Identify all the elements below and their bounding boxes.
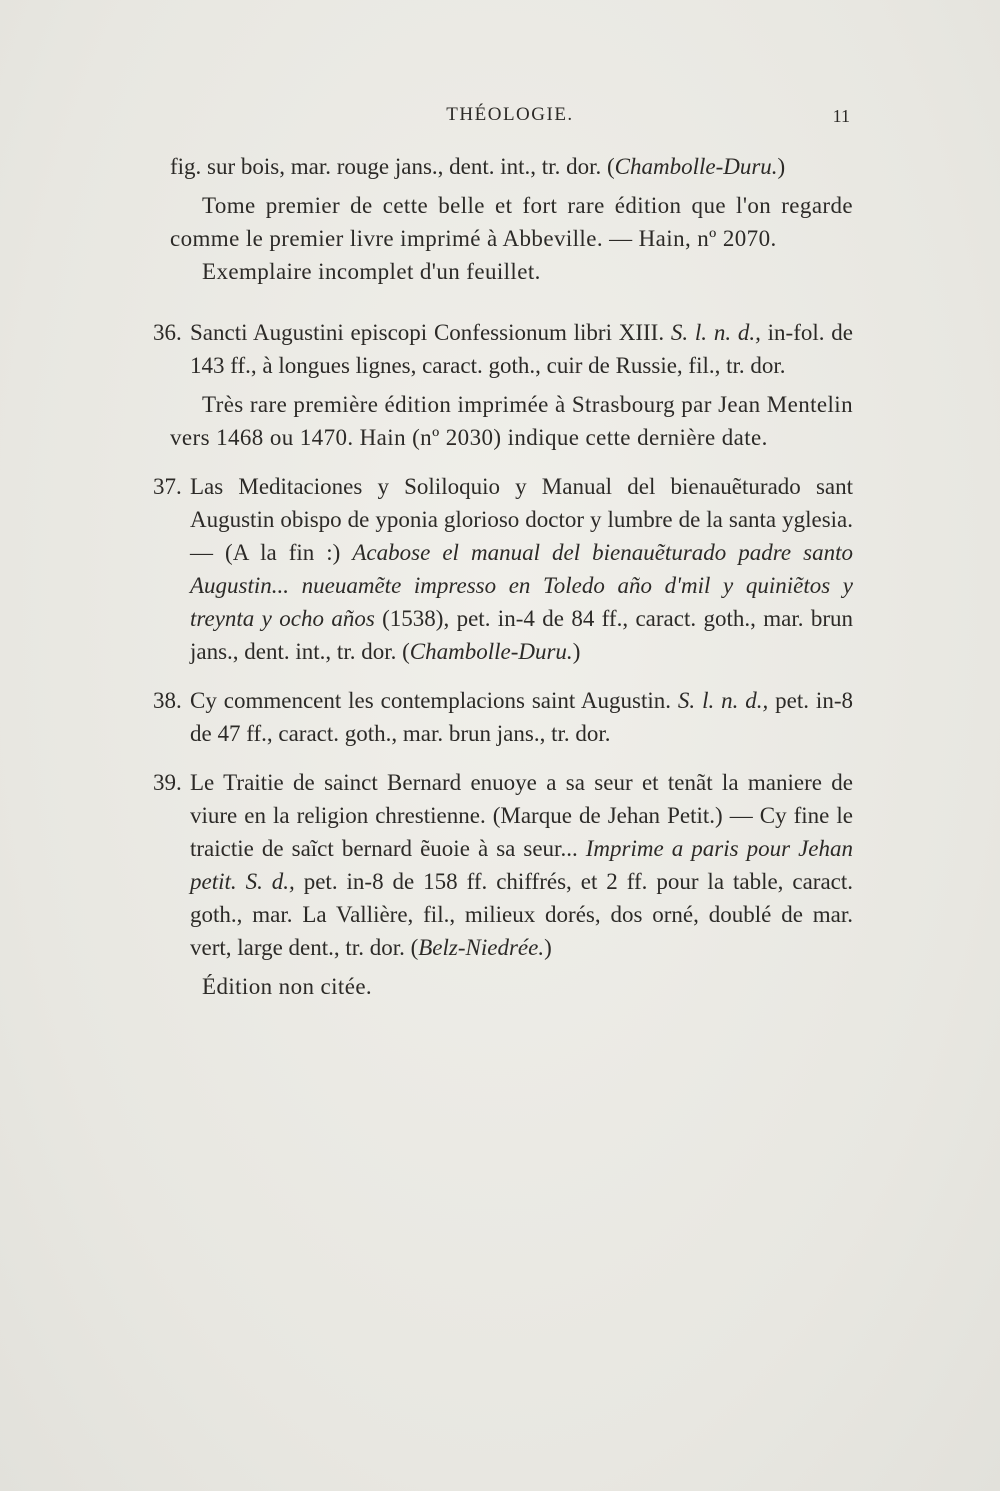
entry-number: 38. xyxy=(153,688,182,713)
binder-name: Chambolle-Duru. xyxy=(614,154,778,179)
entry-note: Exemplaire incomplet d'un feuillet. xyxy=(202,259,541,284)
entry-text-part: Las Meditaciones y Soliloquio y Manual del bienauẽturado sant Augustin obispo de yponia glorioso doctor y lumbre de la santa yglesia. — (A la fin :) xyxy=(190,474,853,565)
entry-text-part: Le Traitie de sainct Bernard enuoye a sa seur et tenãt la maniere de viure en la religion chrestienne. (Marque de Jehan Petit.) — Cy fine le traictie de saĩct bernard ẽuoie à sa seur... xyxy=(190,770,853,861)
entry-text xyxy=(153,766,853,964)
entry-36 xyxy=(153,316,854,454)
page-number: 11 xyxy=(832,106,850,126)
entry-text-part: Sancti Augustini episcopi Confessionum libri XIII. xyxy=(190,320,671,345)
page-header xyxy=(170,104,850,134)
entry-38 xyxy=(153,684,853,750)
imprint-note: S. l. n. d., xyxy=(677,688,769,713)
entry-37 xyxy=(153,470,853,668)
entry-text-part: in-fol. de 143 ff., à longues lignes, caract. goth., cuir de Russie, fil., tr. dor. xyxy=(190,320,854,378)
entry-number: 36. xyxy=(153,320,182,345)
page-body xyxy=(153,150,854,1019)
entry-text-part: Cy commencent les contemplacions saint Augustin. xyxy=(190,688,678,713)
entry-text-part: ) xyxy=(544,935,552,960)
entry-text-part: pet. in-8 de 47 ff., caract. goth., mar. brun jans., tr. dor. xyxy=(190,688,853,746)
entry-continuation xyxy=(170,150,853,288)
entry-text xyxy=(153,316,853,382)
entry-text-part: pet. in-8 de 158 ff. chiffrés, et 2 ff. pour la table, caract. goth., mar. La Vallière, fil., milieux dorés, dos orné, doublé de mar. vert, large dent., tr. dor. ( xyxy=(190,869,853,960)
entry-text xyxy=(153,470,853,668)
entry-text xyxy=(170,150,853,183)
imprint-note: S. l. n. d., xyxy=(670,320,761,345)
entry-text-part: ) xyxy=(572,639,581,664)
entry-number: 39. xyxy=(153,770,182,795)
entry-text xyxy=(153,684,853,750)
binder-name: Belz-Niedrée. xyxy=(418,935,545,960)
entry-text-part: fig. sur bois, mar. rouge jans., dent. int., tr. dor. ( xyxy=(170,154,615,179)
binder-name: Chambolle-Duru. xyxy=(409,639,573,664)
entry-note: Très rare première édition imprimée à Strasbourg par Jean Mentelin vers 1468 ou 1470. Hain (nº 2030) indique cette dernière date. xyxy=(170,392,853,450)
entry-number: 37. xyxy=(153,474,182,499)
colophon-text: Acabose el manual del bienauẽturado padre santo Augustin... nueuamẽte impresso en Toledo año d'mil y quiniẽtos y treynta y ocho años xyxy=(190,540,853,631)
entry-note: Édition non citée. xyxy=(202,974,373,999)
entry-39 xyxy=(153,766,853,1003)
entry-note: Tome premier de cette belle et fort rare édition que l'on regarde comme le premier livre imprimé à Abbeville. — Hain, nº 2070. xyxy=(170,193,853,251)
entry-text-part: ) xyxy=(777,154,786,179)
running-title: THÉOLOGIE. xyxy=(446,104,574,125)
entry-text-part: (1538), pet. in-4 de 84 ff., caract. goth., mar. brun jans., dent. int., tr. dor. ( xyxy=(190,606,853,664)
imprint-note: Imprime a paris pour Jehan petit. S. d., xyxy=(190,836,853,894)
